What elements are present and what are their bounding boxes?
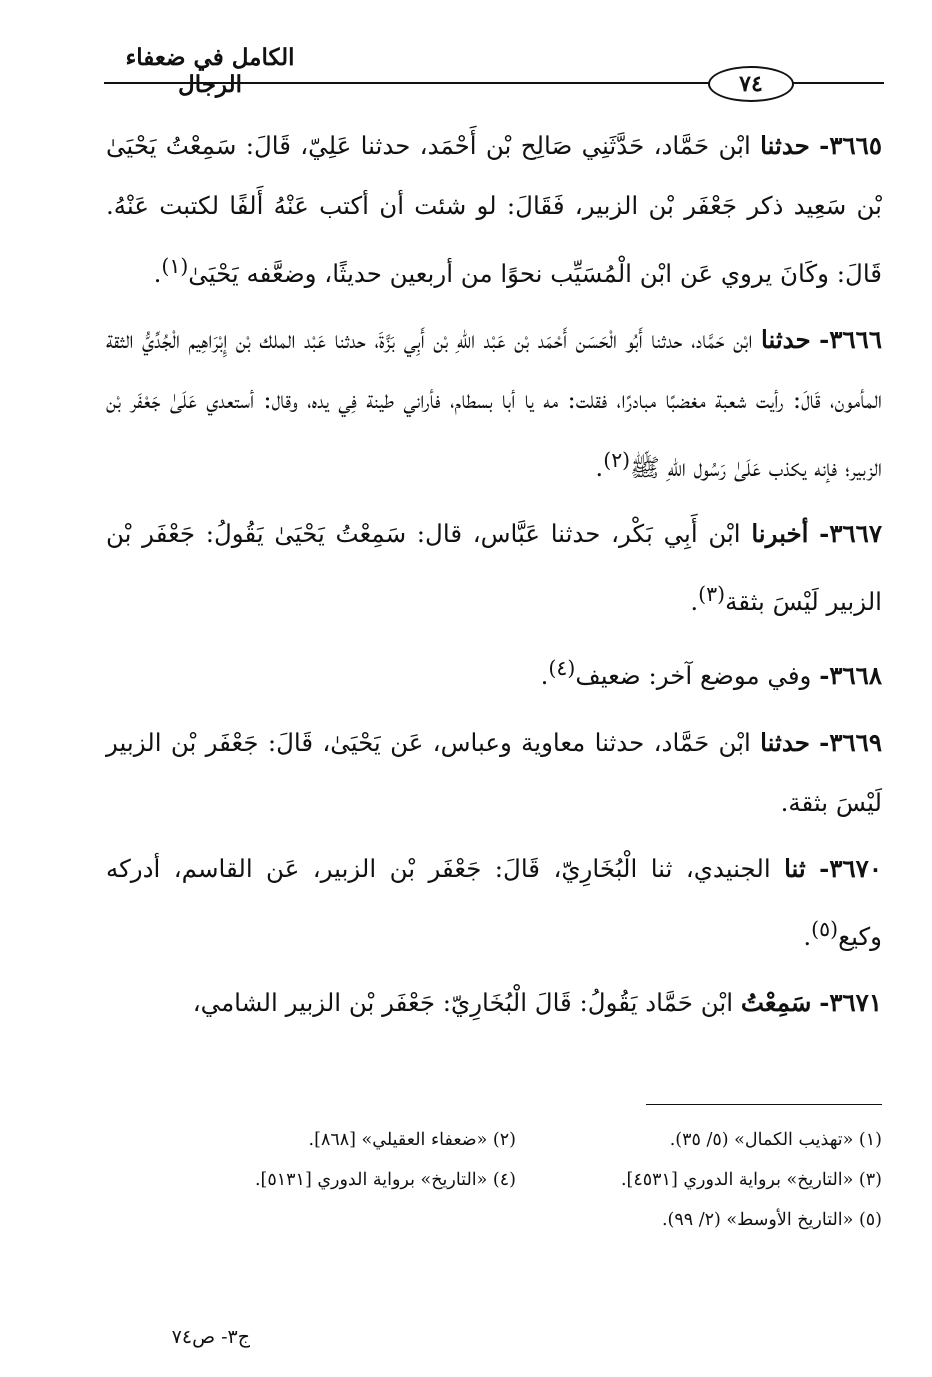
footnote-3: (٣) «التاريخ» برواية الدوري [٤٥٣١]. [620,1170,882,1190]
hadith-end: . [153,259,162,289]
book-title: الكامل في ضعفاء الرجال [125,44,295,98]
hadith-3668 [106,638,882,706]
hadith-3670 [106,839,882,967]
hadith-number: ٣٦٧١- [819,987,882,1017]
hadith-text: ابْن حَمَّاد يَقُولُ: قَالَ الْبُخَارِيّ: جَعْفَر بْن الزبير الشامي، [192,987,734,1017]
hadith-number: ٣٦٧٠- [819,853,882,883]
hadith-end: . [540,661,549,691]
hadith-verb: حدثنا [760,727,810,757]
hadith-text: ابْن حَمَّاد، حَدَّثَنِي صَالِح بْن أَحْمَد، حدثنا عَلِيّ، قَالَ: سَمِعْتُ يَحْيَىٰ بْن سَعِيد ذكر جَعْفَر بْن الزبير، فَقَالَ: لو شئت أن أكتب عَنْهُ أَلفًا لكتبت عَنْهُ. قَالَ: وكَانَ يروي عَن ابْن الْمُسَيِّب نحوًا من أربعين حديثًا، وضعَّفه يَحْيَىٰ [106,131,882,289]
hadith-3667 [106,504,882,632]
footnote-ref: (٥) [811,916,839,941]
hadith-verb: ثنا [784,853,806,883]
hadith-3671 [106,973,882,1033]
footnote-ref: (٤) [548,656,576,681]
hadith-text: ابْن حَمَّاد، حدثنا أَبُو الْحَسَن أَحْمَد بْن عَبْد اللهِ بْن أَبِي بَزَّةَ، حدثنا عَبْد الملك بْن إِبْرَاهِيم الْجُدِّيُّ الثقة المأمون، قَالَ: رأيت شعبة مغضبًا مبادرًا، فقلت: مه يا أبا بسطام، فأراني طينة فِي يده، وقال: أستعدي عَلَىٰ جَعْفَر بْن الزبير؛ فإنه يكذب عَلَىٰ رَسُول اللهِ ﷺ [106,325,882,483]
hadith-end: . [690,587,699,617]
hadith-3669 [106,713,882,833]
hadith-verb: حدثنا [760,325,811,355]
footnote-ref: (٣) [698,582,726,607]
page-number-oval: ٧٤ [708,66,794,102]
hadith-number: ٣٦٦٩- [819,727,882,757]
hadith-number: ٣٦٦٦- [819,325,882,355]
hadith-number: ٣٦٦٧- [819,519,882,549]
footnote-1: (١) «تهذيب الكمال» (٥/ ٣٥). [669,1130,882,1150]
hadith-number: ٣٦٦٨- [819,661,882,691]
hadith-verb: حدثنا [760,131,810,160]
footnotes [170,1120,882,1240]
hadith-verb: أخبرنا [751,519,809,549]
hadith-text: وفي موضع آخر: ضعيف [575,661,812,691]
hadith-text: ابْن أَبِي بَكْر، حدثنا عَبَّاس، قال: سَمِعْتُ يَحْيَىٰ يَقُولُ: جَعْفَر بْن الزبير لَيْسَ بثقة [106,519,882,617]
hadith-end: . [595,453,604,483]
footnote-4: (٤) «التاريخ» برواية الدوري [٥١٣١]. [254,1170,516,1190]
hadith-text: الجنيدي، ثنا الْبُخَارِيّ، قَالَ: جَعْفَر بْن الزبير، عَن القاسم، أدركه وكيع [106,853,882,951]
body-text [106,116,882,1039]
footnote-rule [646,1104,882,1105]
footnote-2: (٢) «ضعفاء العقيلي» [٨٦٨]. [308,1130,516,1150]
footnote-ref: (٢) [603,448,631,473]
hadith-3666 [106,310,882,498]
hadith-end: . [803,921,812,951]
hadith-verb: سَمِعْتُ [740,987,812,1017]
footnote-5: (٥) «التاريخ الأوسط» (٢/ ٩٩). [661,1210,882,1230]
hadith-number: ٣٦٦٥- [819,131,882,160]
footnote-ref: (١) [161,254,189,278]
hadith-3665 [106,116,882,304]
volume-page-footer: ج٣- ص٧٤ [171,1326,250,1348]
hadith-text: ابْن حَمَّاد، حدثنا معاوية وعباس، عَن يَحْيَىٰ، قَالَ: جَعْفَر بْن الزبير لَيْسَ بثقة. [106,727,882,817]
